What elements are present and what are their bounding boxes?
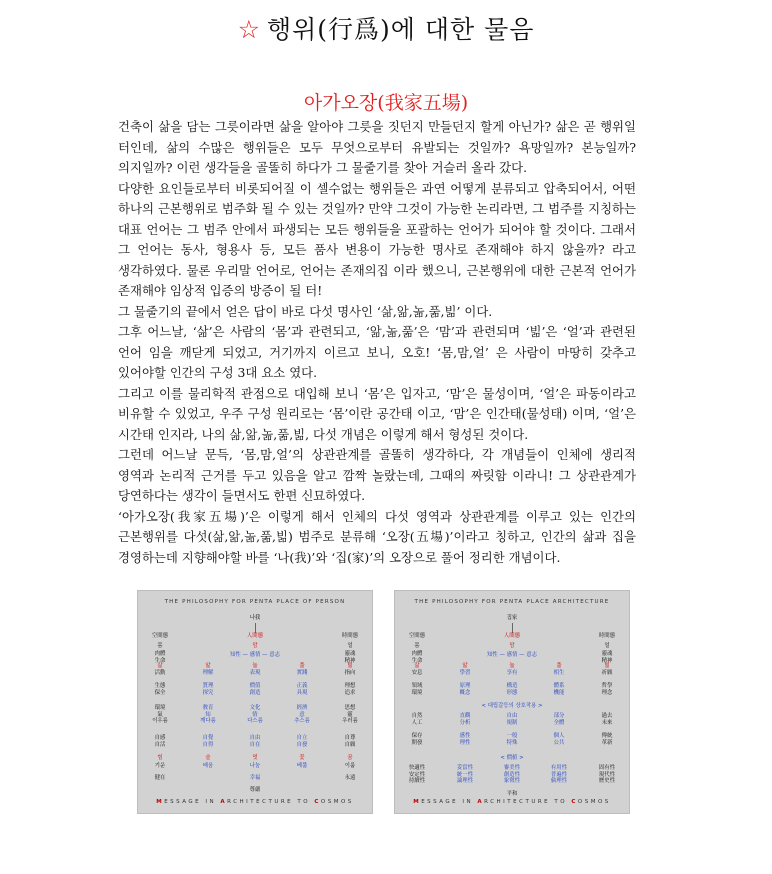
diagram-cell: 삶 [414,663,420,669]
diagram-cell: 삶 [157,663,163,669]
footer-fragment: A [220,799,228,805]
diagram-person [137,590,373,814]
diagram-cell: 尊嚴 [249,787,261,793]
diagram-cell: 審美性 創造性 象徵性 [503,765,521,784]
diagram-grid [403,613,623,797]
paragraph: 그런데 어느날 문득, ‘몸,맘,얼’의 상관관계를 골똘히 생각하다, 각 개념들이 인체에 생리적 영역과 논리적 근거를 두고 있음을 알고 깜짝 놀랐는데, 그때의 짜릿함 이라니! 그 상관관계가 당연하다는 생각이 들면서도 한편 신묘하였다. [118,447,636,503]
diagram-cell: 敎育 知 깨다름 [200,705,216,724]
diagram-cell: 슬 [205,755,211,761]
diagram-cell: 풂 [556,663,562,669]
star-icon: ☆ [237,15,261,44]
diagram-cell: 生態 保全 [154,683,166,696]
essay-body [118,117,636,568]
diagram-cell: 靈魂 精神 [601,651,613,664]
diagram-cell: 文化 情 다스름 [247,705,263,724]
diagram-cell: 自然 人工 [411,713,423,726]
diagram-cell: 過去 未來 [601,713,613,726]
diagram-cell: 安息 [411,670,423,676]
diagram-cell: 相生 [553,670,565,676]
page-title [0,10,772,46]
diagram-cell: 풂 [299,663,305,669]
diagram-cell: 永遠 [344,775,356,781]
diagram-cell: 앎 [462,663,468,669]
diagram-cell: 時間態 [341,633,359,639]
diagram-cell: 健在 [154,775,166,781]
title-text: 행위(行爲)에 대한 물음 [266,15,535,44]
diagram-cell: 實踐 [296,670,308,676]
diagram-cell: 배움 [202,763,214,769]
footer-fragment: ESSAGE IN [421,799,478,805]
diagram-cell: 環境 氣 이우름 [152,705,168,724]
diagram-cell: 快適性 安定性 持續性 [408,765,426,784]
diagram-cell: 靈魂 精神 [344,651,356,664]
paragraph: ‘아가오장(我家五場)’은 이렇게 해서 인체의 다섯 영역과 상관관계를 이루고 있는 인간의 근본행위를 다섯(삶,앎,놂,풂,빎) 범주로 분류해 ‘오장(五場)’이라고 칭하고, 인간의 삶과 집을 경영하는데 지향해야할 바를 ‘나(我)’와 ‘집(家)’의 오장으로 풀어 정리한 개념이다. [118,508,636,565]
diagram-cell: 人間態 [503,633,521,639]
diagram-cell: 理解 [202,670,214,676]
diagram-cell: 몸 [157,643,163,649]
diagram-cell: 自由 自在 [249,735,261,748]
diagram-cell: 思想 靈 우러름 [342,705,358,724]
diagram-cell: 기운 [154,763,166,769]
footer-fragment: M [156,799,165,805]
diagram-cell: 꿈 [347,755,353,761]
diagram-cell: 멋 [252,755,258,761]
diagram-cell: 領域 環境 [411,683,423,696]
diagram-cell: 一般 特殊 [506,733,518,746]
section-subtitle: 아가오장(我家五場) [303,92,469,114]
diagram-grid [146,613,366,793]
diagram-cell: 正義 具現 [296,683,308,696]
diagram-cell: 經濟 意 추스름 [294,705,310,724]
diagram-cell: 原理 槪念 [459,683,471,696]
paragraph: 다양한 요인들로부터 비롯되어질 이 셀수없는 행위들은 과연 어떻게 분류되고 압축되어서, 어떤 하나의 근본행위로 범주화 될 수 있는 것일까? 만약 그것이 가능한 논리라면, 그 범주를 지칭하는 대표 언어는 그 범주 안에서 파생되는 모든 행위들을 포괄하는 언어가 되어야 할 것이다. 그래서 그 언어는 동사, 형용사 등, 모든 품사 변용이 가능한 명사로 존재해야 하지 않을까? 라고 생각하였다. 물론 우리말 언어로, 언어는 존재의집 이라 했으니, 근본행위에 대한 근본적 언어가 존재해야 임상적 입증의 방증이 될 터! [118,180,636,298]
diagram-cell: 얼 [347,643,353,649]
diagram-cell: 힘 [157,755,163,761]
diagram-cell: 構造 形態 [506,683,518,696]
diagram-cell: 베풂 [296,763,308,769]
diagram-cell: 平和 [506,791,518,797]
diagram-cell: 哲學 理念 [601,683,613,696]
diagram-cell: 直觀 分析 [459,713,471,726]
diagram-cell: 맘 [509,643,515,649]
footer-fragment: C [571,799,578,805]
diagram-cell: 質理 探究 [202,683,214,696]
center-axis-line [255,623,256,633]
diagram-cell: 有用性 普遍性 倫理性 [550,765,568,784]
diagram-cell: 人間態 [246,633,264,639]
diagram-footer [138,799,372,805]
diagram-cell: 空間態 [408,633,426,639]
diagram-cell: 맘 [252,643,258,649]
footer-fragment: A [477,799,485,805]
diagram-cell: 表現 [249,670,261,676]
footer-fragment: OSMOS [577,799,611,805]
footer-fragment: RCHITECTURE TO [484,799,572,805]
diagram-cell: 몸 [414,643,420,649]
diagram-architecture [394,590,630,814]
diagram-title: THE PHILOSOPHY FOR PENTA PLACE OF PERSON [164,599,346,605]
diagram-cell: 自由 規制 [506,713,518,726]
diagram-cell: 自立 自發 [296,735,308,748]
paragraph: 그 물줄기의 끝에서 얻은 답이 바로 다섯 명사인 ‘삶,앎,놂,풂,빎’ 이다. [118,303,493,319]
diagram-cell: 妥當性 統一性 論理性 [456,765,474,784]
footer-fragment: ESSAGE IN [164,799,221,805]
diagram-cell: 學習 [459,670,471,676]
diagram-cell: 傳統 革新 [601,733,613,746]
diagram-cell: 自覺 自得 [202,735,214,748]
diagram-cell: 活動 [154,670,166,676]
footer-fragment: OSMOS [320,799,354,805]
diagram-cell: 幸福 [249,775,261,781]
diagram-cell: 保存 開發 [411,733,423,746]
center-axis-line [512,623,513,633]
paragraph: 건축이 삶을 담는 그릇이라면 삶을 알아야 그릇을 짓던지 만들던지 할게 아닌가? 삶은 곧 행위일 터인데, 삶의 수많은 행위들은 모두 무엇으로부터 유발되는 것일까? 욕망일까? 본능일까? 의지일까? 이런 생각들을 골똘히 하다가 그 물줄기를 찾아 거슬러 올라 갔다. [118,119,636,175]
footer-fragment: M [413,799,422,805]
diagram-cell: 祈願 [601,670,613,676]
paragraph: 그리고 이를 물리학적 관점으로 대입해 보니 ‘몸’은 입자고, ‘맘’은 물성이며, ‘얼’은 파동이라고 비유할 수 있었고, 우주 구성 원리로는 ‘몸’이란 공간태 이고, ‘맘’은 인간태(물성태) 이며, ‘얼’은 시간태 인지라, 나의 삶,앎,놂,풂,빎, 다섯 개념은 이렇게 해서 형성된 것이다. [118,385,636,442]
diagram-cell: < 價値 > [500,755,524,761]
diagram-cell: 理想 追求 [344,683,356,696]
diagram-cell: 빎 [347,663,353,669]
diagram-cell: 肉體 生命 [154,651,166,664]
diagram-cell: 固有性 現代性 歷史性 [598,765,616,784]
footer-fragment: RCHITECTURE TO [227,799,315,805]
diagram-cell: 部分 全體 [553,713,565,726]
diagram-cell: 이룸 [344,763,356,769]
diagram-cell: 앎 [205,663,211,669]
diagram-cell: 나我 [249,615,261,621]
diagram-cell: 知性 — 感情 — 意志 [230,652,280,658]
footer-fragment: C [314,799,321,805]
diagram-cell: 價值 創造 [249,683,261,696]
paragraph: 그후 어느날, ‘삶’은 사람의 ‘몸’과 관련되고, ‘앎,놂,풂’은 ‘맘’과 관련되며 ‘빎’은 ‘얼’과 관련된 언어 임을 깨닫게 되었고, 거기까지 이르고 보니, 오호! ‘몸,맘,얼’ 은 사람이 마땅히 갖추고 있어야할 인간의 구성 3대 요소 였다. [118,324,636,380]
diagram-cell: 空間態 [151,633,169,639]
diagram-cell: 나눔 [249,763,261,769]
diagram-title: THE PHILOSOPHY FOR PENTA PLACE ARCHITECTURE [414,599,610,605]
diagram-cell: 知性 — 感情 — 意志 [487,652,537,658]
diagram-cell: 빎 [604,663,610,669]
diagram-cell: 自尊 自願 [344,735,356,748]
diagram-cell: 感性 理性 [459,733,471,746]
diagram-cell: 享有 [506,670,518,676]
diagram-cell: 指向 [344,670,356,676]
diagram-cell: 놂 [252,663,258,669]
diagram-cell: 집家 [506,615,518,621]
diagram-cell: 肉體 生命 [411,651,423,664]
diagram-cell: 個人 公共 [553,733,565,746]
diagram-footer [395,799,629,805]
diagram-cell: 自感 自活 [154,735,166,748]
diagram-cell: < 대립갈등의 상호작용 > [481,703,543,709]
diagram-cell: 꽃 [299,755,305,761]
diagram-cell: 놂 [509,663,515,669]
diagram-cell: 얼 [604,643,610,649]
diagram-cell: 體系 機能 [553,683,565,696]
diagram-cell: 時間態 [598,633,616,639]
